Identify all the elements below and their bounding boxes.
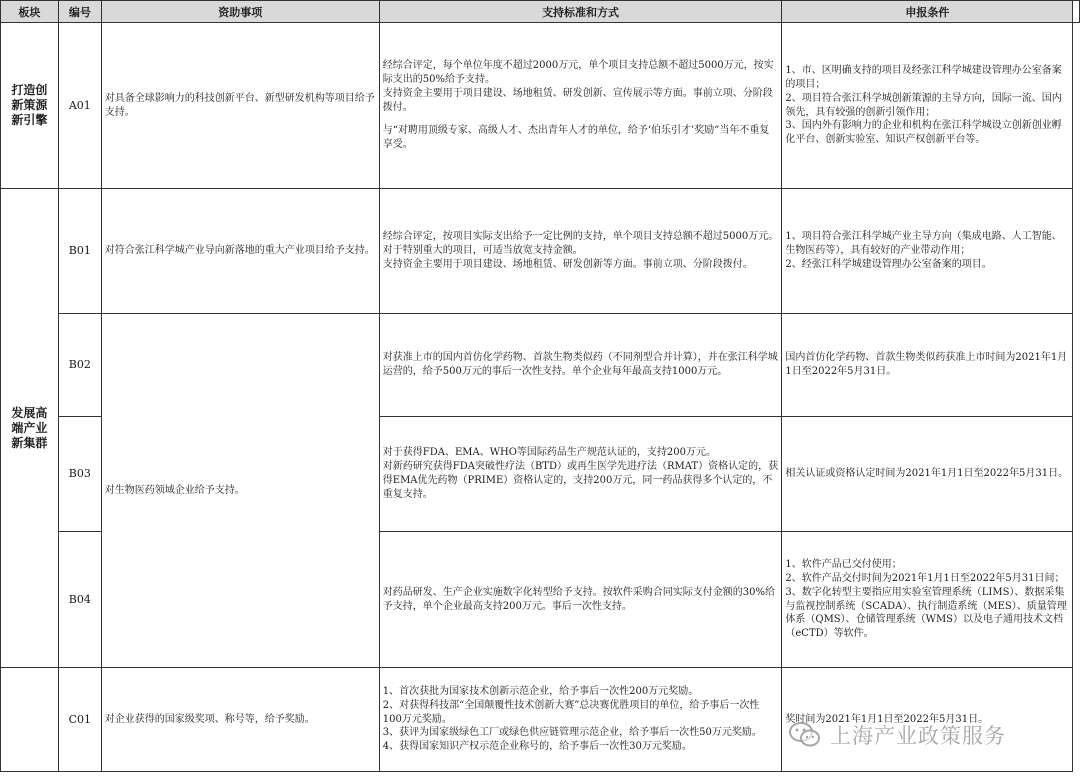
conditions-cell bbox=[782, 189, 1073, 314]
sector-cell-b: 发展高端产业新集群 bbox=[1, 189, 59, 668]
item-cell: 对符合张江科学城产业导向新落地的重大产业项目给予支持。 bbox=[101, 189, 379, 314]
condition-text: 3、国内外有影响力的企业和机构在张江科学城设立创新创业孵化平台、创新实验室、知识产权创新平台等。 bbox=[785, 120, 1062, 146]
item-cell: 对企业获得的国家级奖项、称号等，给予奖励。 bbox=[101, 668, 379, 772]
condition-text: 1、软件产品已交付使用； bbox=[785, 559, 902, 571]
item-cell-shared: 对生物医药领域企业给予支持。 bbox=[101, 314, 379, 668]
condition-text: 1、项目符合张江科学城产业主导方向（集成电路、人工智能、生物医药等），具有较好的产业带动作用； bbox=[785, 231, 1062, 257]
sector-cell-c bbox=[1, 668, 59, 772]
condition-text: 2、经张江科学城建设管理办公室备案的项目。 bbox=[785, 258, 992, 270]
right-edge bbox=[1073, 189, 1080, 314]
header-edge bbox=[1073, 1, 1080, 23]
standard-text: 3、获评为国家级绿色工厂或绿色供应链管理示范企业，给予事后一次性50万元奖励。 bbox=[382, 727, 762, 739]
condition-text: 1、市、区明确支持的项目及经张江科学城建设管理办公室备案的项目； bbox=[785, 65, 1062, 90]
condition-text: 3、数字化转型主要指应用实验室管理系统（LIMS）、数据采集与监视控制系统（SCADA）、执行制造系统（MES）、质量管理体系（QMS）、仓储管理系统（WMS）以及电子通用技术文档（eCTD）等软件。 bbox=[785, 586, 1067, 640]
right-edge bbox=[1073, 668, 1080, 772]
standard-cell bbox=[379, 23, 782, 189]
standard-text: 与“对聘用顶级专家、高级人才、杰出青年人才的单位，给予‘伯乐引才’奖励”当年不重复享受。 bbox=[382, 125, 770, 151]
standard-text: 对获准上市的国内首仿化学药物、首款生物类似药（不同剂型合并计算），并在张江科学城运营的，给予500万元的事后一次性支持。单个企业每年最高支持1000万元。 bbox=[382, 352, 778, 377]
standard-text: 支持资金主要用于项目建设、场地租赁、研发创新等方面。事前立项、分阶段拨付。 bbox=[382, 258, 753, 270]
standard-cell bbox=[379, 314, 782, 417]
code-cell: A01 bbox=[58, 23, 101, 189]
code-cell: B04 bbox=[58, 532, 101, 668]
standard-text: 对药品研发、生产企业实施数字化转型给予支持。按软件采购合同实际支付金额的30%给予支持，单个企业最高支持200万元。事后一次性支持。 bbox=[382, 586, 775, 612]
table-row bbox=[1, 189, 1080, 314]
standard-text: 经综合评定，每个单位年度不超过2000万元，单个项目支持总额不超过5000万元，按实际支出的50%给予支持。 bbox=[382, 60, 774, 85]
item-cell: 对具备全球影响力的科技创新平台、新型研发机构等项目给予支持。 bbox=[101, 23, 379, 189]
standard-text: 支持资金主要用于项目建设、场地租赁、研发创新、宣传展示等方面。事前立项、分阶段拨付。 bbox=[382, 87, 773, 113]
table-header-row bbox=[1, 1, 1080, 23]
standard-text: 对新药研究获得FDA突破性疗法（BTD）或再生医学先进疗法（RMAT）资格认定的，获得EMA优先药物（PRIME）资格认定的，支持200万元，同一药品获得多个认定的，不重复支持。 bbox=[382, 461, 779, 500]
sector-cell-a: 打造创新策源新引擎 bbox=[1, 23, 59, 189]
conditions-cell bbox=[782, 532, 1073, 668]
standard-text: 1、首次获批为国家技术创新示范企业，给予事后一次性200万元奖励。 bbox=[382, 686, 699, 697]
condition-text: 2、软件产品交付时间为2021年1月1日至2022年5月31日间； bbox=[785, 572, 1065, 584]
condition-text: 国内首仿化学药物、首款生物类似药获准上市时间为2021年1月1日至2022年5月31日。 bbox=[785, 352, 1068, 377]
code-cell: B01 bbox=[58, 189, 101, 314]
table-row bbox=[1, 314, 1080, 417]
conditions-cell bbox=[782, 417, 1073, 532]
condition-text: 2、项目符合张江科学城创新策源的主导方向，国际一流、国内领先，具有较强的创新引领作用； bbox=[785, 92, 1062, 118]
right-edge bbox=[1073, 417, 1080, 532]
header-conditions: 申报条件 bbox=[782, 1, 1073, 23]
standard-cell bbox=[379, 532, 782, 668]
header-code: 编号 bbox=[58, 1, 101, 23]
code-cell: B02 bbox=[58, 314, 101, 417]
standard-cell bbox=[379, 189, 782, 314]
standard-text: 4、获得国家知识产权示范企业称号的，给予事后一次性30万元奖励。 bbox=[382, 741, 692, 753]
table-row bbox=[1, 23, 1080, 189]
right-edge bbox=[1073, 314, 1080, 417]
header-standard: 支持标准和方式 bbox=[379, 1, 782, 23]
code-cell: C01 bbox=[58, 668, 101, 772]
conditions-cell bbox=[782, 314, 1073, 417]
standard-text: 2、对获得科技部“全国颠覆性技术创新大赛”总决赛优胜项目的单位，给予事后一次性100万元奖励。 bbox=[382, 699, 760, 725]
standard-text: 经综合评定，按项目实际支出给予一定比例的支持，单个项目支持总额不超过5000万元。对于特别重大的项目，可适当放宽支持金额。 bbox=[382, 231, 779, 257]
standard-text: 对于获得FDA、EMA、WHO等国际药品生产规范认证的，支持200万元。 bbox=[382, 447, 716, 459]
condition-text: 奖时间为2021年1月1日至2022年5月31日。 bbox=[785, 713, 989, 725]
conditions-cell bbox=[782, 23, 1073, 189]
header-item: 资助事项 bbox=[101, 1, 379, 23]
standard-cell bbox=[379, 417, 782, 532]
watermark bbox=[788, 718, 1068, 752]
code-cell: B03 bbox=[58, 417, 101, 532]
wechat-icon bbox=[788, 721, 822, 749]
right-edge bbox=[1073, 23, 1080, 189]
header-sector: 板块 bbox=[1, 1, 59, 23]
right-edge bbox=[1073, 532, 1080, 668]
watermark-text: 上海产业政策服务 bbox=[830, 724, 1006, 748]
standard-cell bbox=[379, 668, 782, 772]
condition-text: 相关认证或资格认定时间为2021年1月1日至2022年5月31日。 bbox=[785, 468, 1069, 480]
